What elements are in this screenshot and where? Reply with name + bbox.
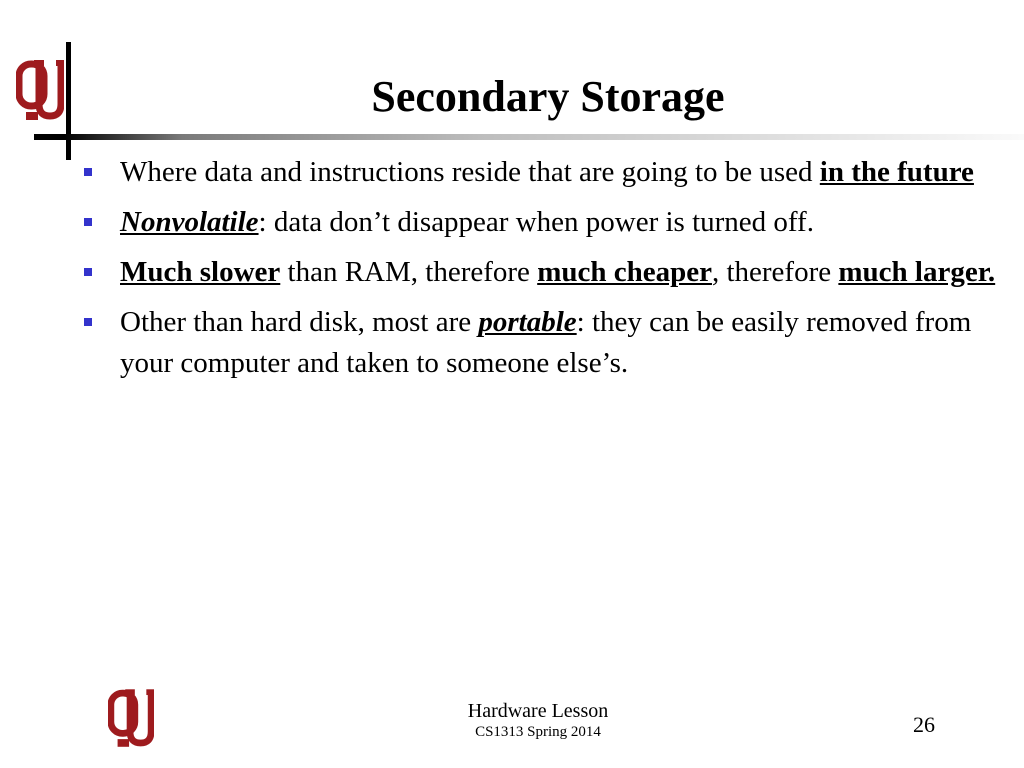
bullet-item	[84, 302, 1004, 384]
emphasized-text: portable	[478, 306, 577, 338]
emphasized-text: much larger.	[838, 256, 996, 288]
page-number: 26	[913, 712, 935, 737]
bullet-square-icon	[84, 218, 92, 226]
emphasized-text: Nonvolatile	[120, 206, 259, 238]
bullet-text: : data don’t disappear when power is turned off.	[258, 206, 814, 238]
emphasized-text: much cheaper	[537, 256, 712, 288]
bullet-item	[84, 252, 1004, 293]
bullet-item	[84, 202, 1004, 243]
footer	[438, 700, 638, 742]
footer-course-name: CS1313 Spring 2014	[475, 724, 601, 740]
bullet-text: than RAM, therefore	[280, 256, 538, 288]
slide-title: Secondary Storage	[371, 72, 725, 121]
bullet-square-icon	[84, 268, 92, 276]
bullet-text: Other than hard disk, most are	[120, 306, 479, 338]
footer-lesson-title: Hardware Lesson	[467, 700, 609, 722]
bullet-square-icon	[84, 168, 92, 176]
ou-logo-bottom-icon	[108, 688, 154, 750]
horizontal-rule	[34, 134, 1024, 140]
bullet-text: , therefore	[711, 256, 839, 288]
ou-logo-top-icon	[16, 60, 64, 122]
vertical-rule	[66, 42, 71, 160]
emphasized-text: Much slower	[120, 256, 281, 288]
bullet-item	[84, 152, 1004, 193]
bullet-square-icon	[84, 318, 92, 326]
emphasized-text: in the future	[819, 156, 974, 188]
bullet-text: Where data and instructions reside that are going to be used	[120, 156, 820, 188]
bullet-text: : they can be easily removed from your computer and taken to someone else’s.	[120, 306, 972, 379]
bullet-list	[84, 152, 1004, 393]
